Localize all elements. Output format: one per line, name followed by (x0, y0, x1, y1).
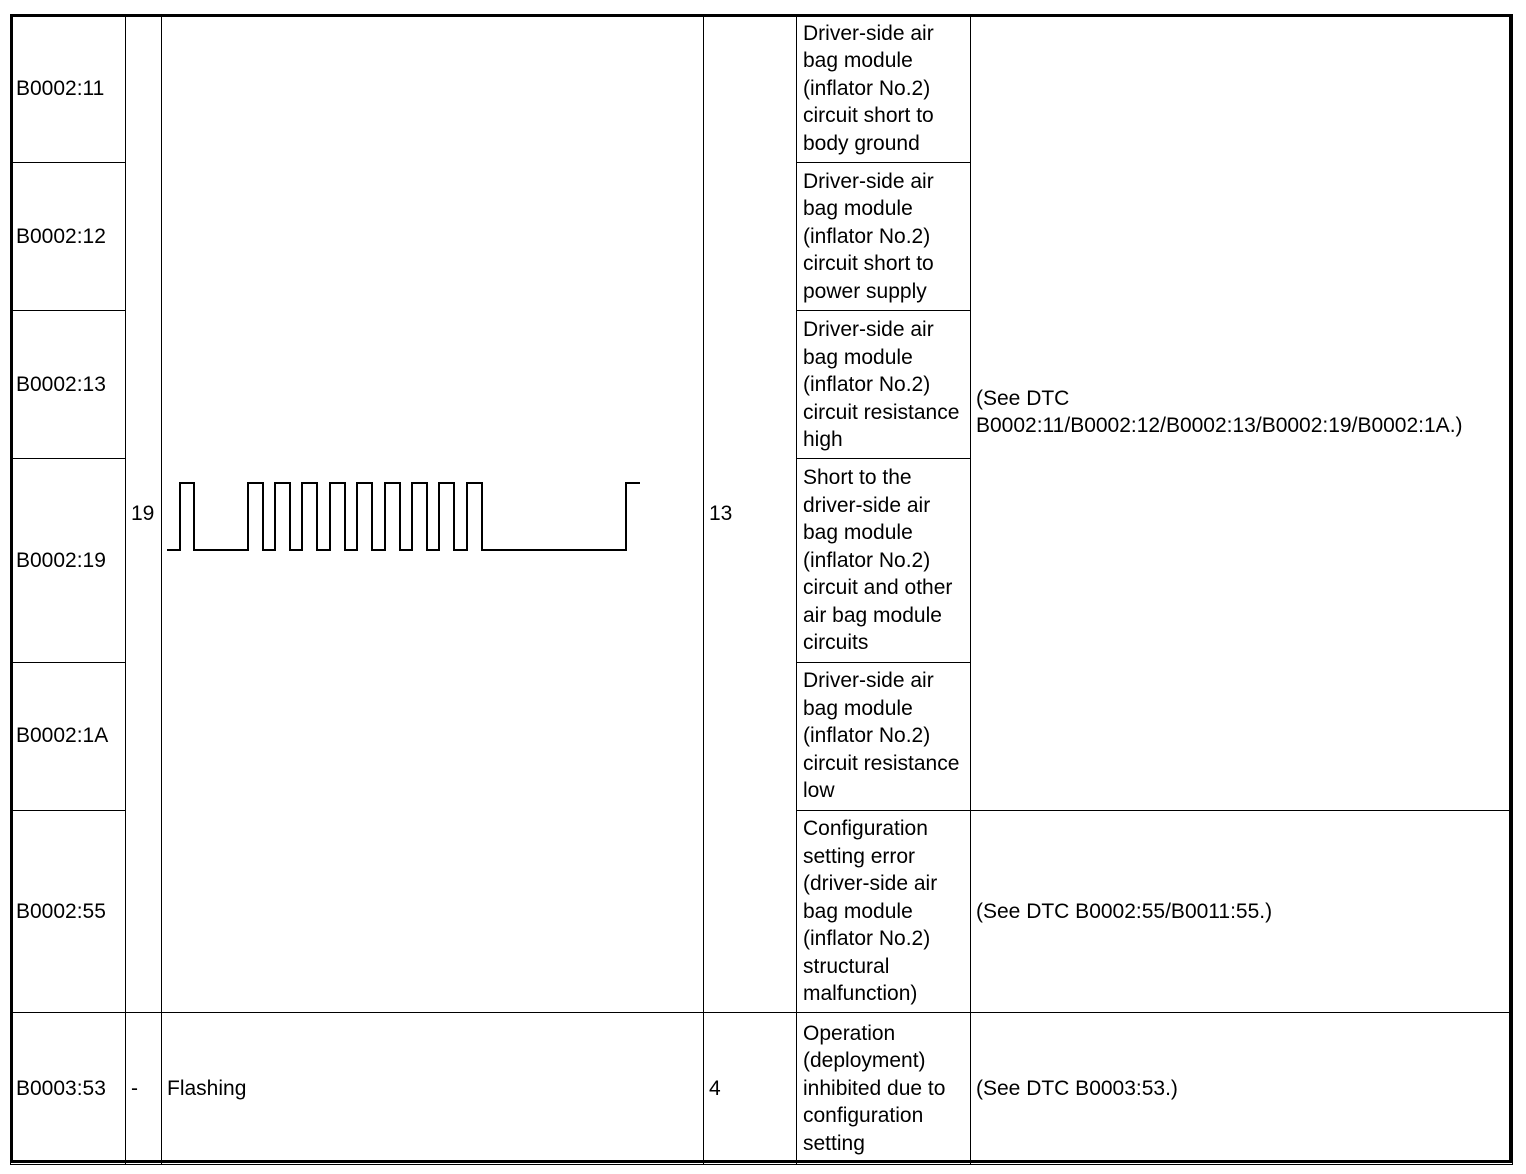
blink-count: 4 (704, 1013, 797, 1165)
dtc-code: B0002:19 (11, 459, 126, 662)
dtc-description: Driver-side air bag module (inflator No.2) circuit short to body ground (797, 15, 971, 163)
dtc-code: B0002:1A (11, 662, 126, 810)
dtc-description: Operation (deployment) inhibited due to configuration setting (797, 1013, 971, 1165)
flash-code: - (126, 1013, 162, 1165)
dtc-code: B0002:55 (11, 810, 126, 1012)
blink-pattern-text: Flashing (162, 1013, 704, 1165)
dtc-code: B0002:12 (11, 163, 126, 311)
reference-text: (See DTC B0002:55/B0011:55.) (971, 810, 1513, 1012)
dtc-description: Driver-side air bag module (inflator No.2) circuit short to power supply (797, 163, 971, 311)
dtc-description: Driver-side air bag module (inflator No.2) circuit resistance high (797, 311, 971, 459)
table-outer-border (10, 14, 1512, 1163)
dtc-description: Driver-side air bag module (inflator No.2) circuit resistance low (797, 662, 971, 810)
dtc-code: B0003:53 (11, 1013, 126, 1165)
dtc-code: B0002:13 (11, 311, 126, 459)
reference-text: (See DTC B0003:53.) (971, 1013, 1513, 1165)
blink-count: 13 (704, 15, 797, 1013)
flash-code: 19 (126, 15, 162, 1013)
dtc-description: Configuration setting error (driver-side air bag module (inflator No.2) structural malfunction) (797, 810, 971, 1012)
dtc-description: Short to the driver-side air bag module (inflator No.2) circuit and other air bag module circuits (797, 459, 971, 662)
dtc-code: B0002:11 (11, 15, 126, 163)
reference-text: (See DTC B0002:11/B0002:12/B0002:13/B0002:19/B0002:1A.) (971, 15, 1513, 811)
